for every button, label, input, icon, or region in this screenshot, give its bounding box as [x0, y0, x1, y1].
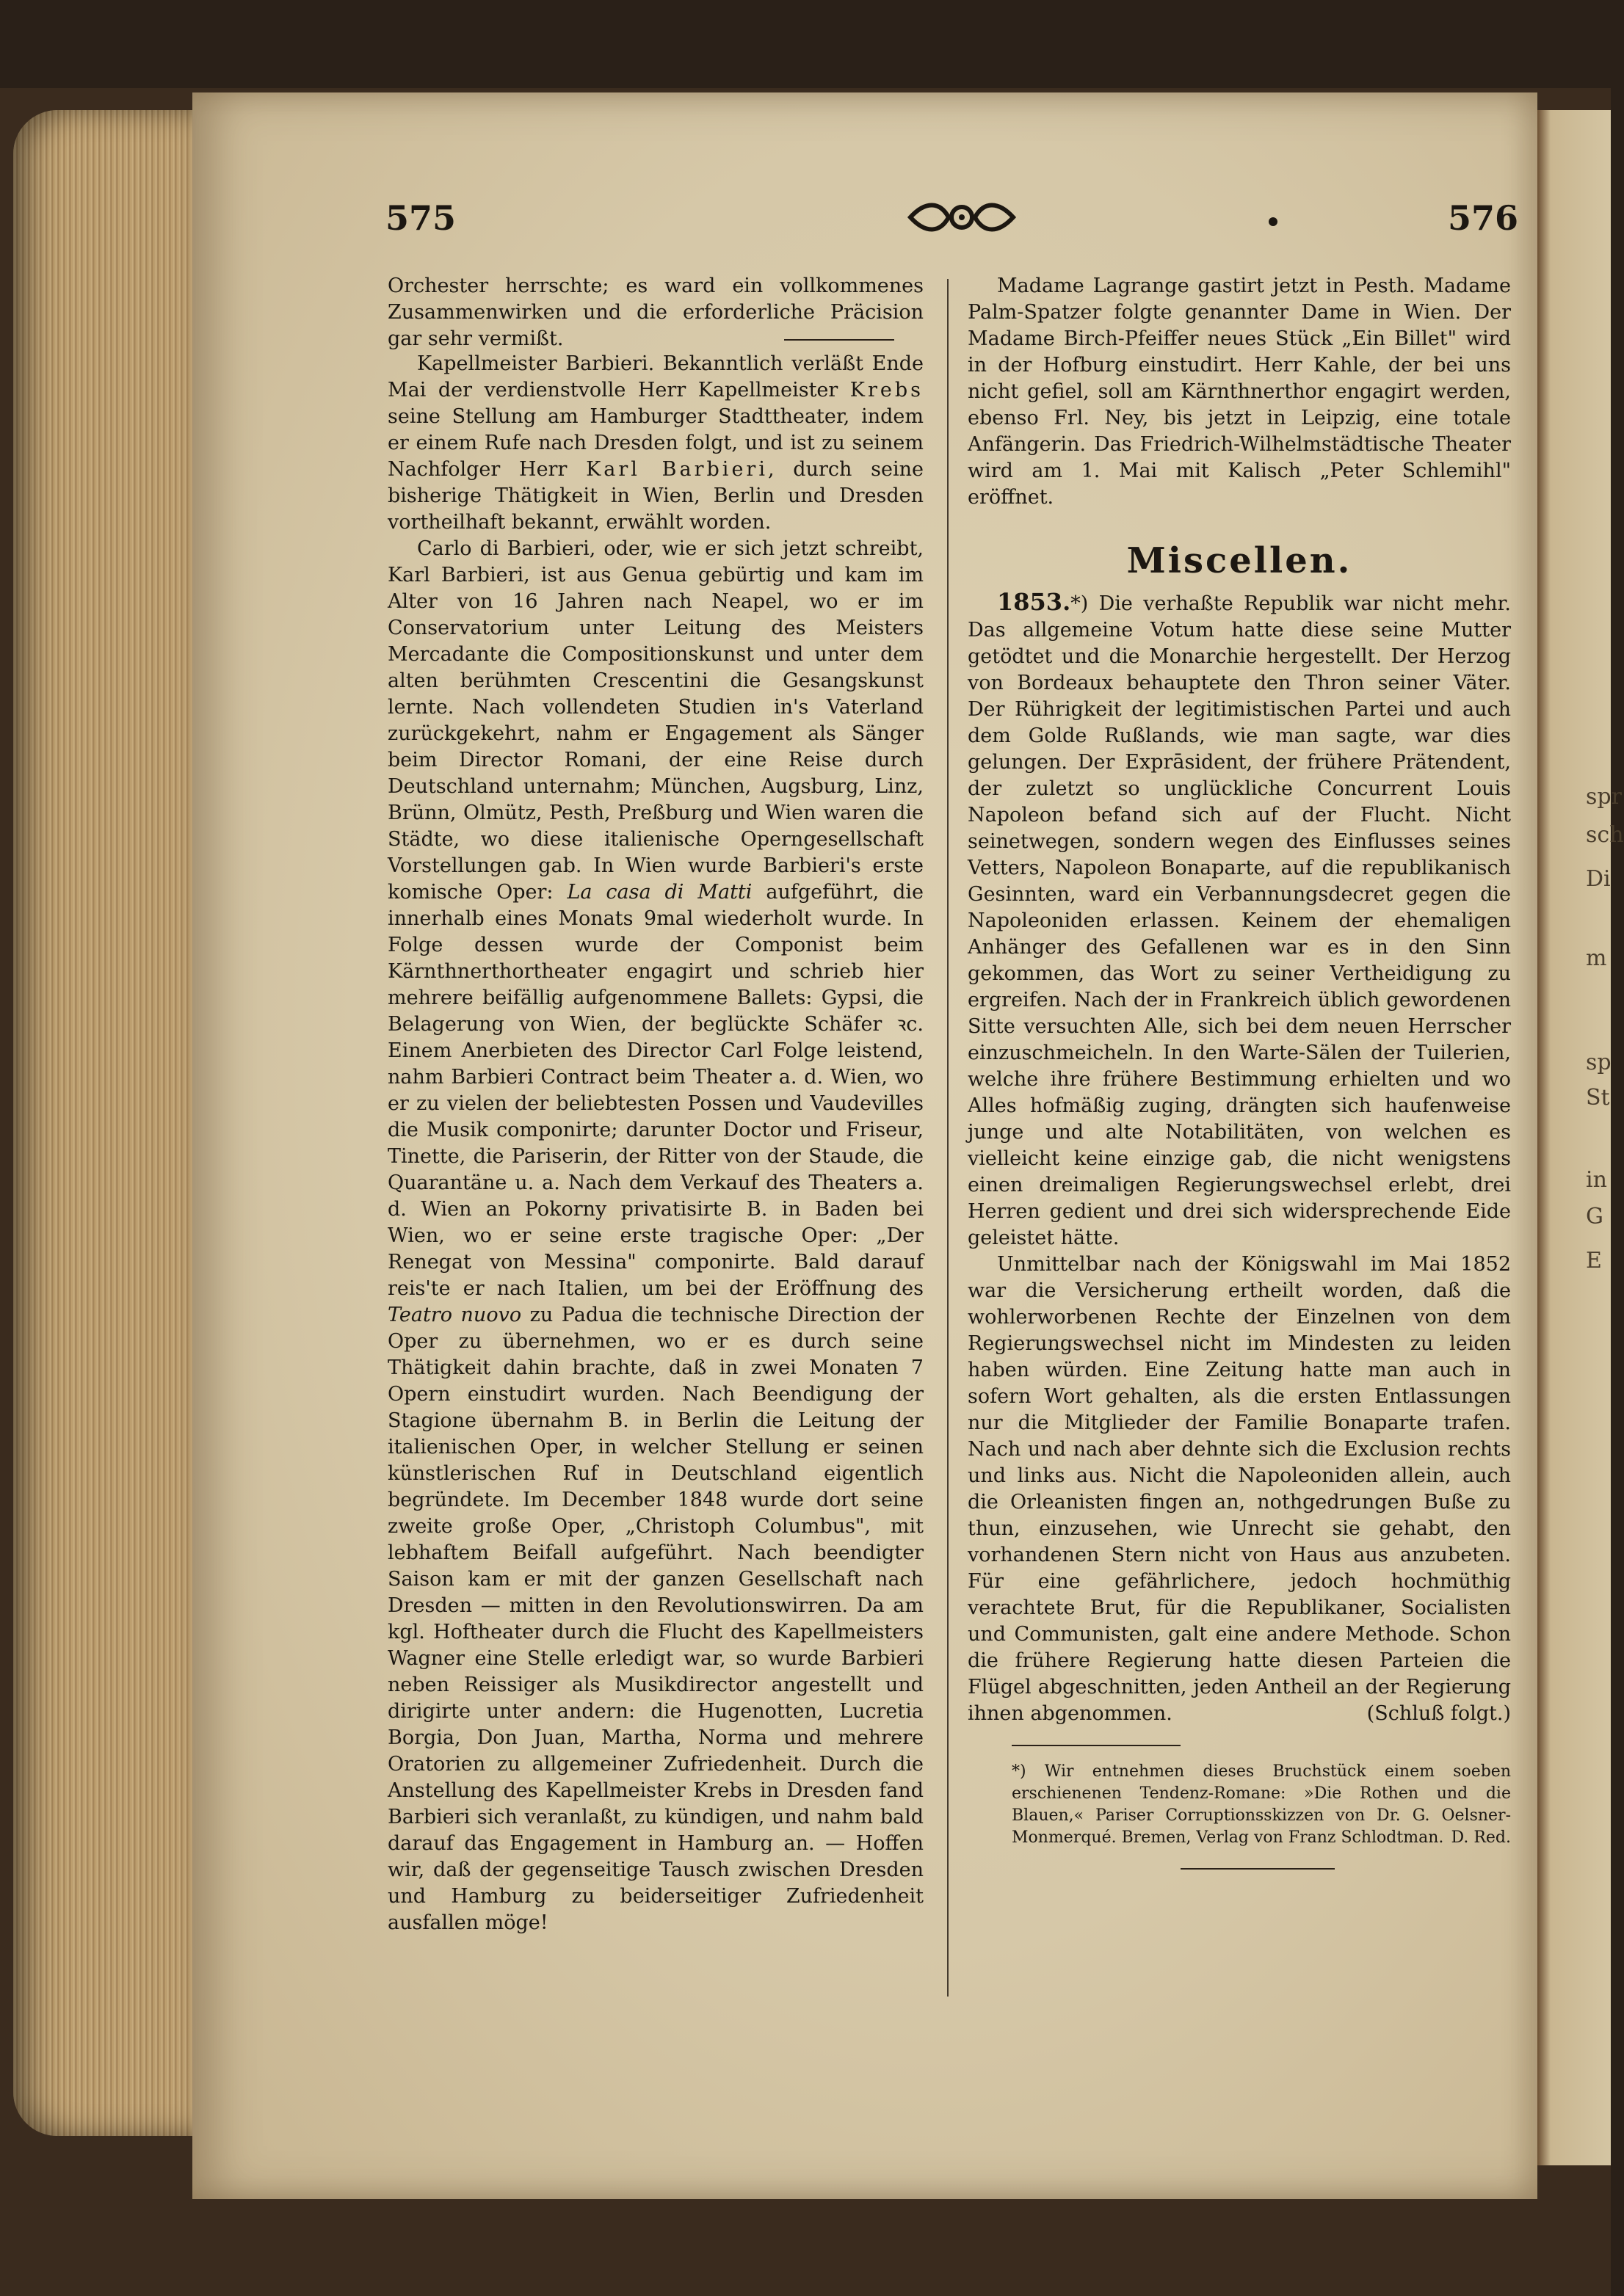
paragraph: Orchester herrschte; es ward ein vollkommenes Zusammenwirken und die erforderliche Präcision gar sehr vermißt.: [388, 275, 924, 350]
text-run: Die verhaßte Republik war nicht mehr. Das allgemeine Votum hatte diese seine Mutter getödtet und die Monarchie hergestellt. Der Herzog von Bordeaux behauptete den Thron seiner Väter. Der Rührigkeit der legitimistischen Partei und auch dem Golde Rußlands, wie man sagte, war dies gelungen. Der Exprāsident, der frühere Prätendent, der zuletzt so unglückliche Concurrent Louis Napoleon befand sich auf der Flucht. Nicht seinetwegen, sondern wegen des Einflusses seines Vetters, Napoleon Bonaparte, auf die republikanisch Gesinnten, ward ein Verbannungsdecret gegen die Napoleoniden erlassen. Keinem der ehemaligen Anhänger des Gefallenen war es in den Sinn gekommen, das Wort zu seiner Vertheidigung zu ergreifen. Nach der in Frankreich üblich gewordenen Sitte versuchten Alle, sich bei dem neuen Herrscher einzuschmeicheln. In den Warte-Sälen der Tuilerien, welche ihre frühere Bestimmung erhielten und wo Alles hofmäßig zuging, drängten sich haufenweise junge und alte Notabilitäten, von welchen es vielleicht keine einzige gab, die nicht wenigstens einen dreimaligen Regierungswechsel erlebt, drei Herren gedient und drei sich widersprechende Eide geleistet hätte.: [968, 592, 1511, 1249]
adjacent-page-fragment: E: [1586, 1248, 1602, 1274]
opera-title: La casa di Matti: [567, 881, 753, 904]
text-run: zu Padua die technische Direction der Oper zu übernehmen, wo er es durch seine Thätigkeit dahin brachte, daß in zwei Monaten 7 Opern einstudirt wurden. Nach Beendigung der Stagione übernahm B. in Berlin die Leitung der italienischen Oper, in welcher Stellung er seinen künstlerischen Ruf in Deutschland eigentlich begründete. Im December 1848 wurde dort seine zweite große Oper, „Christoph Columbus", mit lebhaftem Beifall aufgeführt. Nach beendigter Saison kam er mit der ganzen Gesellschaft nach Dresden — mitten in den Revolutionswirren. Da am kgl. Hoftheater durch die Flucht des Kapellmeisters Wagner eine Stelle erledigt war, so wurde Barbieri neben Reissiger als Musikdirector angestellt und dirigirte unter andern: die Hugenotten, Lucretia Borgia, Don Juan, Martha, Norma und mehrere Oratorien zu allgemeiner Zufriedenheit. Durch die Anstellung des Kapellmeister Krebs in Dresden fand Barbieri sich veranlaßt, zu kündigen, und nahm bald darauf das Engagement in Hamburg an. — Hoffen wir, daß der gegenseitige Tausch zwischen Dresden und Hamburg zu beiderseitiger Zufriedenheit ausfallen möge!: [388, 1304, 924, 1934]
adjacent-page-fragment: sch: [1586, 822, 1624, 848]
paragraph: [968, 589, 1511, 1251]
adjacent-page-fragment: spr: [1586, 784, 1622, 810]
footnote-text: *) Wir entnehmen dieses Bruchstück einem soeben erschienenen Tendenz-Romane: »Die Rothen und die Blauen,« Pariser Corruptionsskizzen von Dr. G. Oelsner-Monmerqué. Bremen, Verlag von Franz Schlodtman.: [1012, 1762, 1511, 1847]
footnote-marker: *): [1070, 592, 1089, 615]
paragraph: [968, 1251, 1511, 1727]
header-ornament-icon: [903, 195, 1021, 239]
adjacent-page-fragment: m: [1586, 945, 1607, 971]
page-edges: [13, 110, 197, 2136]
separator-rule: [784, 339, 894, 341]
text-run: Bekanntlich verläßt Ende Mai der verdienstvolle Herr Kapellmeister: [388, 352, 924, 402]
person-name: Krebs: [849, 379, 924, 402]
section-title: Miscellen.: [1126, 540, 1352, 581]
adjacent-page-fragment: G: [1586, 1204, 1603, 1229]
text-run: Unmittelbar nach der Königswahl im Mai 1852 war die Versicherung ertheilt worden, daß die wohlerworbenen Rechte der Einzelnen von dem Regierungswechsel nicht im Mindesten zu leiden haben würden. Eine Zeitung hatte man auch in sofern Wort gehalten, als die ersten Entlassungen nur die Mitglieder der Familie Bonaparte trafen. Nach und nach aber dehnte sich die Exclusion rechts und links aus. Nicht die Napoleoniden allein, auch die Orleanisten fingen an, nothgedrungen Buße zu thun, einzusehen, wie Unrecht sie gehabt, den vorhandenen Stern nicht von Haus aus anzubeten. Für eine gefährlichere, jedoch hochmüthig verachtete Brut, für die Republikaner, Socialisten und Communisten, galt eine andere Methode. Schon die frühere Regierung hatte diesen Parteien die Flügel abgeschnitten, jeden Antheil an der Regierung ihnen abgenommen.: [968, 1253, 1511, 1725]
editor-signature: D. Red.: [1451, 1828, 1511, 1847]
page-number-left: 575: [385, 198, 457, 238]
year-heading: 1853.: [997, 588, 1071, 616]
adjacent-page-fragment: sp: [1586, 1050, 1612, 1075]
paragraph: Madame Lagrange gastirt jetzt in Pesth. Madame Palm-Spatzer folgte genannter Dame in Wien. Der Madame Birch-Pfeiffer neues Stück „Ein Billet" wird in der Hofburg einstudirt. Herr Kahle, der bei uns nicht gefiel, soll am Kärnthnerthor engagirt werden, ebenso Frl. Ney, bis jetzt in Leipzig, eine totale Anfängerin. Das Friedrich-Wilhelmstädtische Theater wird am 1. Mai mit Kalisch „Peter Schlemihl" eröffnet.: [968, 275, 1511, 509]
paragraph: [388, 351, 924, 536]
theatre-name: Teatro nuovo: [388, 1304, 522, 1326]
header-dot: [1269, 217, 1277, 226]
page-number-right: 576: [1448, 198, 1519, 238]
right-column: [968, 273, 1511, 1870]
text-run: aufgeführt, die innerhalb eines Monats 9mal wiederholt wurde. In Folge dessen wurde der Componist beim Kärnthnerthortheater engagirt und schrieb hier mehrere beifällig aufgenommene Ballets: Gypsi, die Belagerung von Wien, der beglückte Schäfer ꝛc. Einem Anerbieten des Director Carl Folge leistend, nahm Barbieri Contract beim Theater a. d. Wien, wo er zu vielen der beliebtesten Possen und Vaudevilles die Musik componirte; darunter Doctor und Friseur, Tinette, die Pariserin, der Ritter von der Staude, die Quarantäne u. a. Nach dem Verkauf des Theaters a. d. Wien an Pokorny privatisirte B. in Baden bei Wien, wo er seine erste tragische Oper: „Der Renegat von Messina" componirte. Bald darauf reis'te er nach Italien, um bei der Eröffnung des: [388, 881, 924, 1300]
text-run: Carlo di Barbieri, oder, wie er sich jetzt schreibt, Karl Barbieri, ist aus Genua gebürtig und kam im Alter von 16 Jahren nach Neapel, wo er im Conservatorium unter Leitung des Meisters Mercadante die Compositionskunst und unter dem alten berühmten Crescentini die Gesangskunst lernte. Nach vollendeten Studien in's Vaterland zurückgekehrt, nahm er Engagement als Sänger beim Director Romani, der eine Reise durch Deutschland unternahm; München, Augsburg, Linz, Brünn, Olmütz, Pesth, Preßburg und Wien waren die Städte, wo diese italienische Operngesellschaft Vorstellungen gab. In Wien wurde Barbieri's erste komische Oper:: [388, 537, 924, 904]
footnote-rule: [1012, 1745, 1181, 1746]
end-rule: [1181, 1868, 1335, 1870]
text-run: seine Stellung am Hamburger Stadttheater, indem er einem Rufe nach Dresden folgt, und ist zu seinem Nachfolger Herr: [388, 405, 924, 481]
paragraph: [388, 536, 924, 1936]
adjacent-page-fragment: St: [1586, 1085, 1610, 1111]
left-column: [388, 273, 924, 1936]
adjacent-page-fragment: in: [1586, 1167, 1607, 1193]
article-title: Kapellmeister Barbieri.: [417, 352, 655, 375]
adjacent-page-edge: [1537, 110, 1611, 2165]
column-divider: [947, 279, 949, 1997]
person-name: Karl Barbieri: [586, 458, 768, 481]
adjacent-page-fragment: Di: [1586, 866, 1611, 892]
text-run: , durch seine bisherige Thätigkeit in Wien, Berlin und Dresden vortheilhaft bekannt, erwählt worden.: [388, 458, 924, 534]
footnote: [1012, 1761, 1511, 1849]
continued-note: (Schluß folgt.): [1366, 1702, 1511, 1725]
